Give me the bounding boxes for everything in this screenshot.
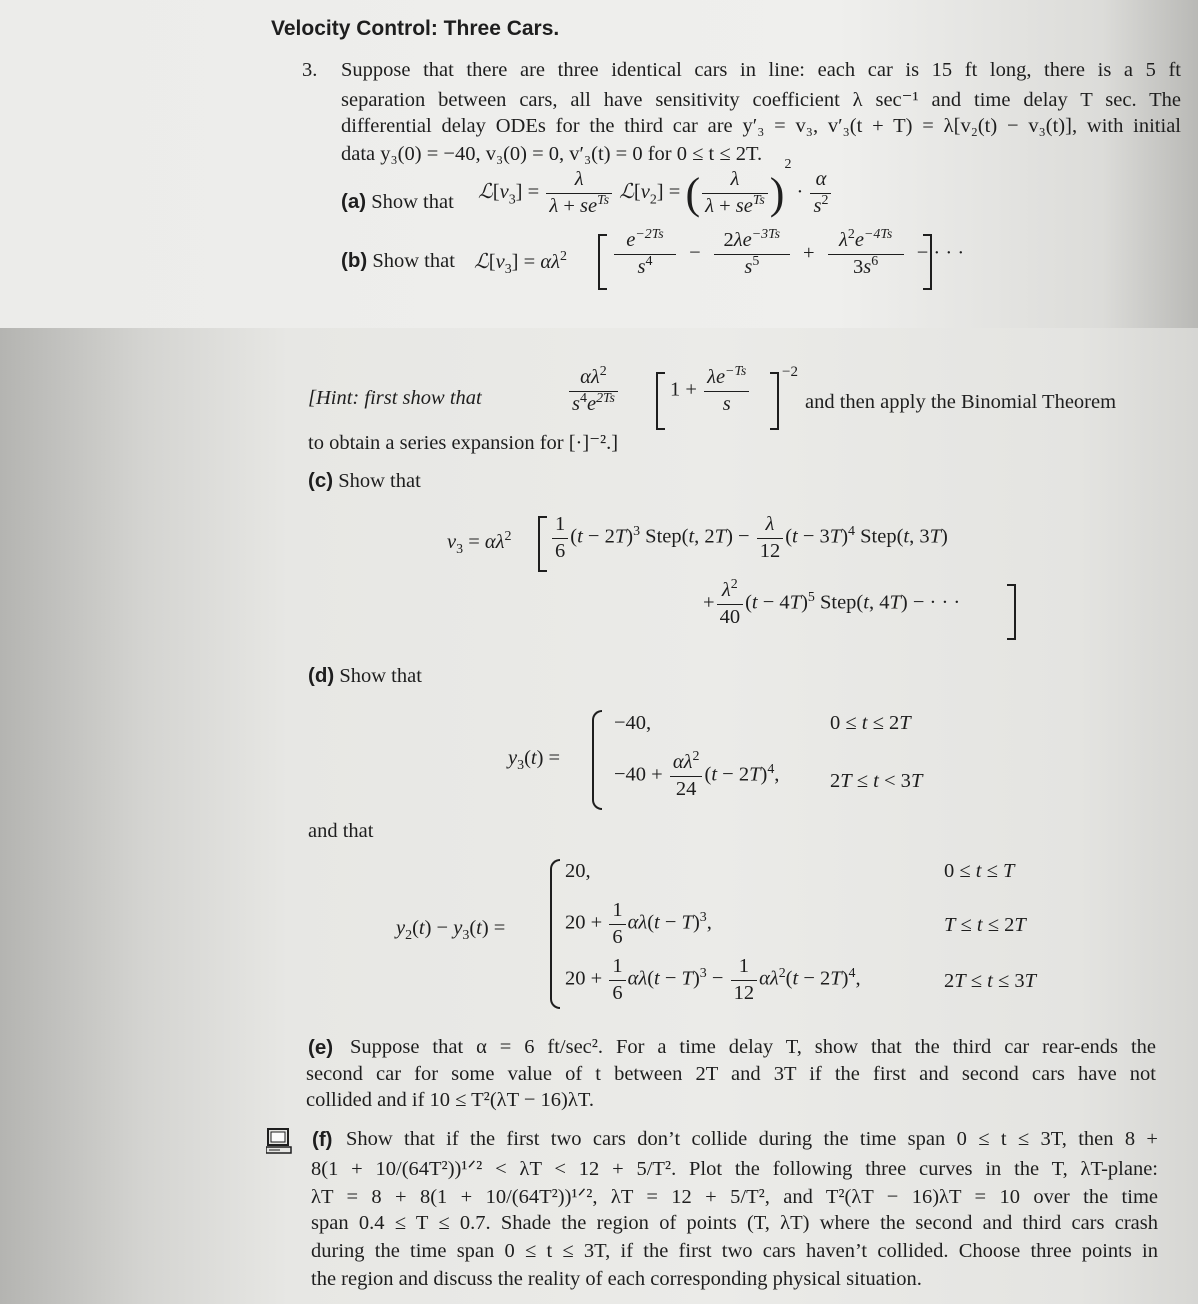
part-b-label-group (341, 249, 455, 273)
part-d2-case-3: 20 + $\frac{1}{6}$ $\alpha\lambda(t - T)^3$ − $\frac{1}{12}$ $\alpha\lambda^2(t - 2T)^4$, (565, 955, 861, 1004)
part-d-case-1: −40, (614, 712, 652, 734)
part-b-lhs: $ℒ[v_3] = \alpha\lambda^2$ (474, 249, 567, 278)
part-c-lhs: $v_3 = \alpha\lambda^2$ (447, 529, 512, 558)
part-d2-case-1: 20, (565, 860, 591, 882)
part-d-label-group (308, 664, 422, 688)
part-d-lhs: $y_3(t)$ = (508, 747, 561, 774)
hint-right-bracket (770, 372, 779, 430)
part-f-line-3: λT = 8 + 8(1 + 10/(64T²))¹ᐟ², λT = 12 + 5/T², and T²(λT − 16)λT = 10 over the time (311, 1186, 1158, 1208)
part-e-line-2: second car for some value of t between 2T and 3T if the first and second cars have not (306, 1063, 1156, 1085)
part-b-right-bracket (923, 234, 932, 290)
part-a-equation: $ℒ[v_3]$ = $\frac{\lambda}{\lambda + se^{Ts}}$ $ℒ[v_2]$ = ( $\frac{\lambda}{\lambda + se^{Ts}}$ )$^2$ · $\frac{\alpha}{s^2}$ (478, 168, 833, 219)
part-d2-lhs: $y_2(t) - y_3(t)$ = (396, 917, 506, 944)
hint-exponent: −2 (782, 364, 798, 380)
part-b-series: $\frac{e^{-2Ts}}{s^4}$ − $\frac{2\lambda e^{-3Ts}}{s^5}$ + $\frac{\lambda^2e^{-4Ts}}{3s^6}$ − · · · (612, 230, 964, 278)
part-d2-cond-3: 2T ≤ t ≤ 3T (944, 970, 1037, 992)
part-c-right-bracket (1007, 584, 1016, 640)
hint-bracket-content: 1 + $\frac{\lambda e^{-Ts}}{s}$ (670, 367, 751, 415)
part-d2-case-2: 20 + $\frac{1}{6}$ $\alpha\lambda(t - T)^3$, (565, 899, 712, 948)
part-f-line-4: span 0.4 ≤ T ≤ 0.7. Shade the region of points (T, λT) where the second and third cars crash (311, 1212, 1158, 1234)
part-d-cond-1: 0 ≤ t ≤ 2T (830, 712, 911, 734)
part-d-case-2: −40 + $\frac{\alpha\lambda^2}{24}$ $(t - 2T)^4$, (614, 749, 780, 800)
part-a-label: (a) (341, 190, 367, 213)
intro-line-3: differential delay ODEs for the third car are y′₃ = v₃, v′₃(t + T) = λ[v₂(t) − v₃(t)], with initial (341, 115, 1181, 137)
part-f-line-2: 8(1 + 10/(64T²))¹ᐟ² < λT < 12 + 5/T². Plot the following three curves in the T, λT-plane: (311, 1158, 1158, 1180)
computer-icon (266, 1128, 292, 1156)
part-f-label: (f) (312, 1128, 333, 1151)
part-b-label: (b) (341, 249, 368, 272)
intro-line-4: data y₃(0) = −40, v₃(0) = 0, v′₃(t) = 0 for 0 ≤ t ≤ 2T. (341, 143, 763, 165)
part-d-brace (592, 710, 602, 810)
part-a-label-group (341, 190, 454, 214)
part-f-line-6: the region and discuss the reality of each corresponding physical situation. (311, 1268, 922, 1290)
intro-line-1: Suppose that there are three identical cars in line: each car is 15 ft long, there is a 5 ft (341, 59, 1181, 81)
part-e-line-1: Suppose that α = 6 ft/sec². For a time delay T, show that the third car rear-ends the (350, 1036, 1156, 1058)
part-c-line-2: + $\frac{\lambda^2}{40}$ $(t - 4T)^5$ Step(t, 4T) − · · · (703, 577, 961, 628)
part-d-text: Show that (339, 665, 422, 687)
hint-equation: $\frac{\alpha\lambda^2}{s^4e^{2Ts}}$ (567, 367, 620, 415)
part-d-label: (d) (308, 664, 335, 687)
part-c-text: Show that (338, 470, 421, 492)
problem-number: 3. (302, 59, 318, 81)
part-d2-cond-2: T ≤ t ≤ 2T (944, 914, 1026, 936)
part-c-line-1: $\frac{1}{6}$ $(t - 2T)^3$ Step(t, 2T) − $\frac{\lambda}{12}$ $(t - 3T)^4$ Step(t, 3T) (550, 514, 948, 562)
part-d2-brace (550, 859, 560, 1009)
part-c-left-bracket (538, 516, 547, 572)
part-e-line-3: collided and if 10 ≤ T²(λT − 16)λT. (306, 1089, 594, 1111)
part-f-line-1: Show that if the first two cars don’t collide during the time span 0 ≤ t ≤ 3T, then 8 + (346, 1128, 1158, 1150)
part-e-label: (e) (308, 1036, 334, 1059)
part-d2-cond-1: 0 ≤ t ≤ T (944, 860, 1015, 882)
hint-line-2: to obtain a series expansion for [·]⁻².] (308, 432, 619, 454)
hint-tail: and then apply the Binomial Theorem (805, 391, 1117, 413)
part-b-text: Show that (372, 250, 455, 272)
intro-line-2: separation between cars, all have sensitivity coefficient λ sec⁻¹ and time delay T sec. The (341, 89, 1181, 111)
hint-left-bracket (656, 372, 665, 430)
part-d-cond-2: 2T ≤ t < 3T (830, 770, 923, 792)
section-title: Velocity Control: Three Cars. (271, 17, 560, 40)
and-that: and that (308, 820, 374, 842)
part-b-left-bracket (598, 234, 607, 290)
hint-lead: [Hint: first show that (308, 387, 482, 409)
part-c-label: (c) (308, 469, 334, 492)
part-f-line-5: during the time span 0 ≤ t ≤ 3T, if the first two cars haven’t collided. Choose three points in (311, 1240, 1158, 1262)
part-c-label-group (308, 469, 421, 493)
part-a-text: Show that (371, 191, 454, 213)
